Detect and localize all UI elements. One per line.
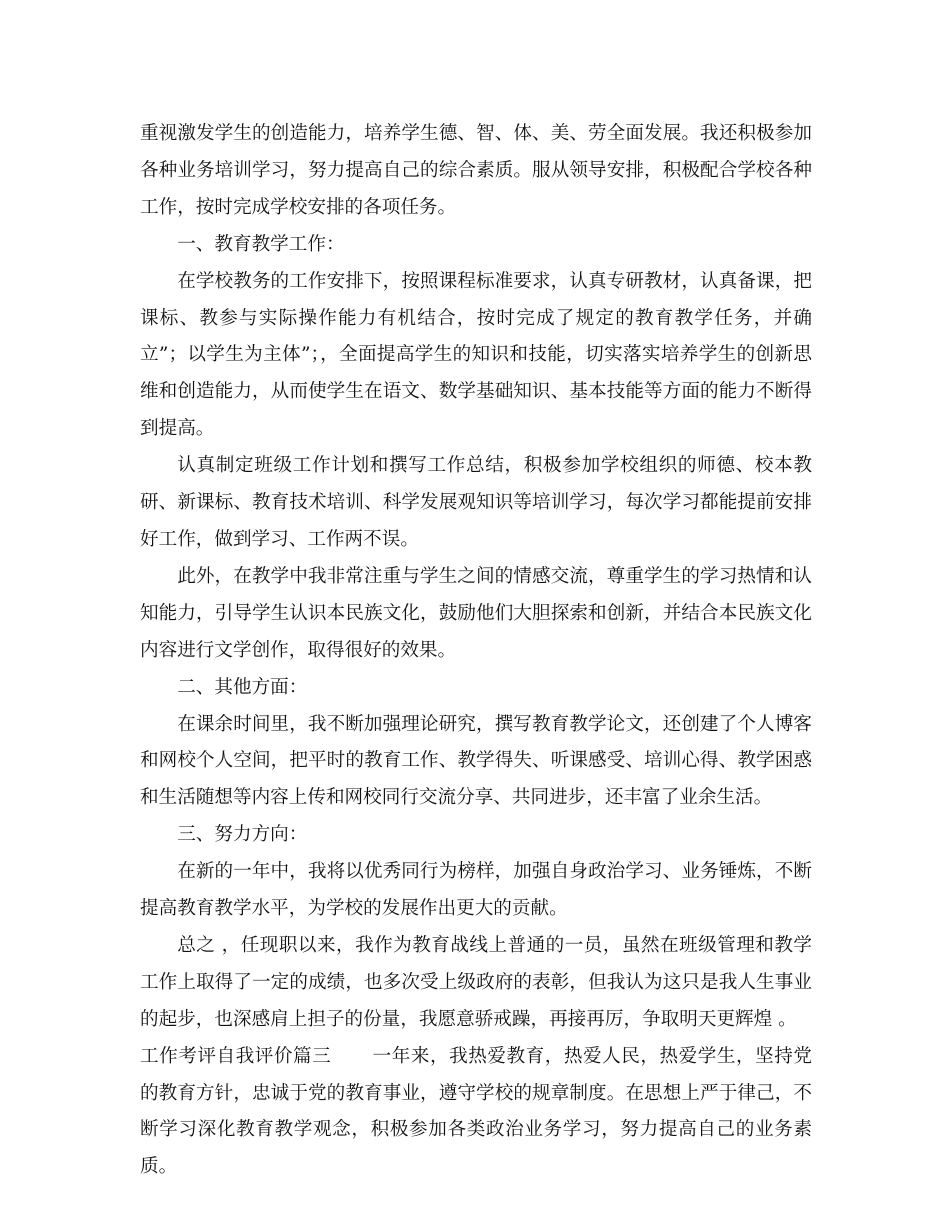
paragraph-continuation: 重视激发学生的创造能力，培养学生德、智、体、美、劳全面发展。我还积极参加各种业务培训学习，努力提高自己的综合素质。服从领导安排，积极配合学校各种工作，按时完成学校安排的各项任务。 xyxy=(140,123,812,218)
paragraph-new-year: 在新的一年中，我将以优秀同行为榜样，加强自身政治学习、业务锤炼，不断提高教育教学水平，为学校的发展作出更大的贡献。 xyxy=(140,861,812,920)
paragraph-emotional-exchange: 此外，在教学中我非常注重与学生之间的情感交流，尊重学生的学习热情和认知能力，引导学生认识本民族文化，鼓励他们大胆探索和创新，并结合本民族文化内容进行文学创作，取得很好的效果。 xyxy=(140,565,812,661)
paragraph-teaching: 在学校教务的工作安排下，按照课程标准要求，认真专研教材，认真备课，把课标、教参与实际操作能力有机结合，按时完成了规定的教育教学任务，并确立”；以学生为主体”；，全面提高学生的知识和技能，切实落实培养学生的创新思维和创造能力，从而使学生在语文、数学基础知识、基本技能等方面的能力不断得到提高。 xyxy=(140,270,812,440)
section-three-title: 工作考评自我评价篇三 xyxy=(140,1045,332,1067)
section-three xyxy=(140,1039,812,1187)
heading-teaching-work: 一、教育教学工作： xyxy=(177,233,345,255)
paragraph-spare-time: 在课余时间里，我不断加强理论研究，撰写教育教学论文，还创建了个人博客和网校个人空间，把平时的教育工作、教学得失、听课感受、培训心得、教学困惑和生活随想等内容上传和网校同行交流分享、共同进步，还丰富了业余生活。 xyxy=(140,713,812,809)
paragraph-summary: 总之 ，任现职以来，我作为教育战线上普通的一员，虽然在班级管理和教学工作上取得了一定的成绩，也多次受上级政府的表彰，但我认为这只是我人生事业的起步，也深感肩上担子的份量，我愿意骄戒躁，再接再厉，争取明天更辉煌 。 xyxy=(140,934,812,1030)
section-three-body: 一年来，我热爱教育，热爱人民，热爱学生，坚持党的教育方针，忠诚于党的教育事业，遵守学校的规章制度。在思想上严于律己，不断学习深化教育教学观念，积极参加各类政治业务学习，努力提高自己的业务素质。 xyxy=(140,1045,812,1178)
heading-direction: 三、努力方向： xyxy=(177,824,308,846)
paragraph-planning: 认真制定班级工作计划和撰写工作总结，积极参加学校组织的师德、校本教研、新课标、教育技术培训、科学发展观知识等培训学习，每次学习都能提前安排好工作，做到学习、工作两不误。 xyxy=(140,455,812,550)
heading-other-aspects: 二、其他方面： xyxy=(177,676,308,698)
document-body xyxy=(140,116,812,1186)
